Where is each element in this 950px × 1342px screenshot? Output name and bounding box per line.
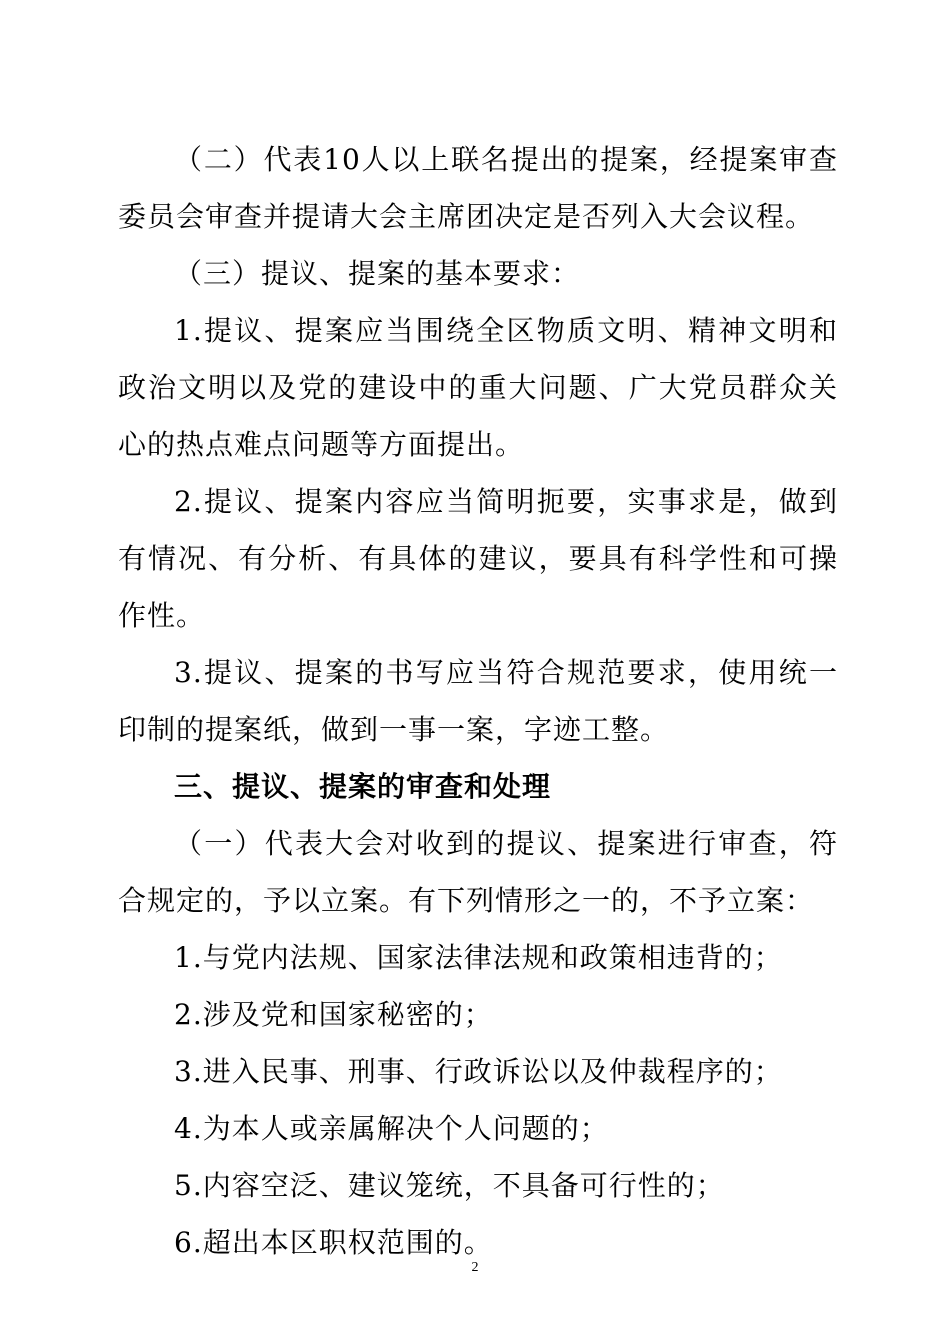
- list-item-rejection-5: 5.内容空泛、建议笼统，不具备可行性的；: [174, 1169, 725, 1202]
- paragraph-item-2-proposal-joint: （二）代表10人以上联名提出的提案，经提案审查委员会审查并提请大会主席团决定是否列入大会议程。: [118, 143, 838, 233]
- paragraph-review-intro: （一）代表大会对收到的提议、提案进行审查，符合规定的，予以立案。有下列情形之一的，不予立案：: [118, 827, 838, 917]
- paragraph-requirement-3: 3.提议、提案的书写应当符合规范要求，使用统一印制的提案纸，做到一事一案，字迹工整。: [118, 656, 838, 746]
- section-heading-review-and-handling: 三、提议、提案的审查和处理: [174, 770, 552, 803]
- list-item-rejection-3: 3.进入民事、刑事、行政诉讼以及仲裁程序的；: [174, 1055, 783, 1088]
- page-number: 2: [471, 1260, 479, 1275]
- list-item-rejection-4: 4.为本人或亲属解决个人问题的；: [174, 1112, 609, 1145]
- document-body: [118, 131, 838, 1271]
- paragraph-requirement-2: 2.提议、提案内容应当简明扼要，实事求是，做到有情况、有分析、有具体的建议，要具有科学性和可操作性。: [118, 485, 838, 632]
- paragraph-requirement-1: 1.提议、提案应当围绕全区物质文明、精神文明和政治文明以及党的建设中的重大问题、广大党员群众关心的热点难点问题等方面提出。: [118, 314, 838, 461]
- list-item-rejection-1: 1.与党内法规、国家法律法规和政策相违背的；: [174, 941, 783, 974]
- paragraph-subheading-basic-requirements: （三）提议、提案的基本要求：: [174, 257, 581, 290]
- list-item-rejection-2: 2.涉及党和国家秘密的；: [174, 998, 493, 1031]
- list-item-rejection-6: 6.超出本区职权范围的。: [174, 1226, 493, 1259]
